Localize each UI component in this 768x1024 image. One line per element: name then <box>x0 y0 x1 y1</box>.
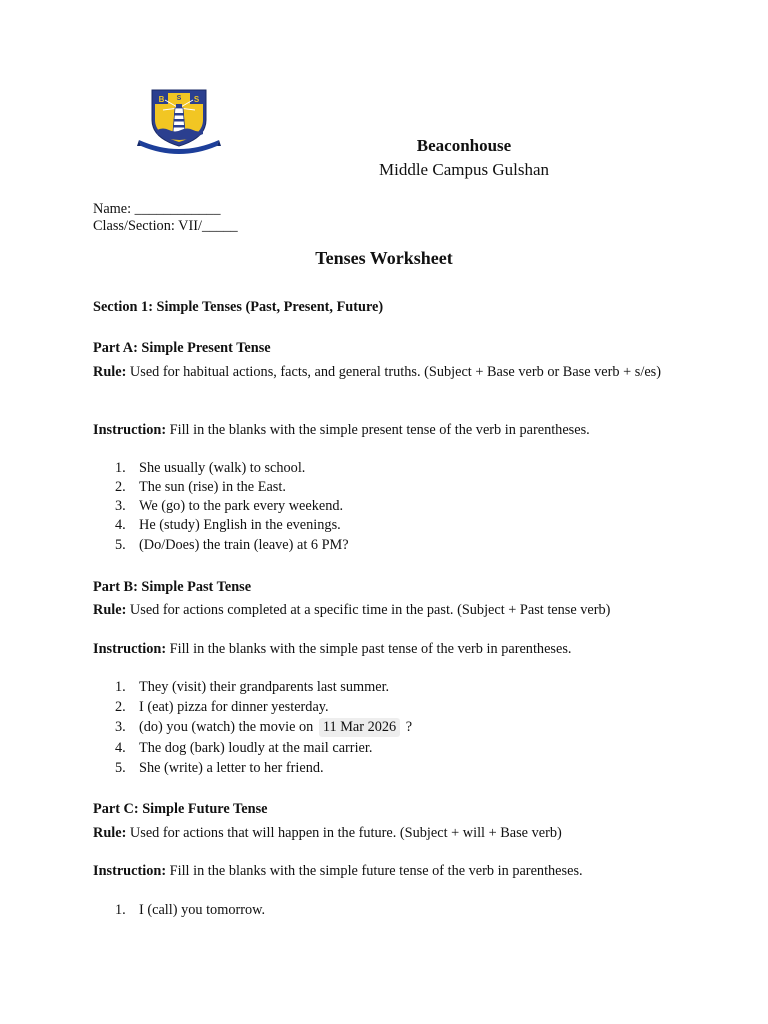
svg-text:S: S <box>176 95 182 102</box>
instruction-label: Instruction: <box>93 863 167 879</box>
list-item: 3. We (go) to the park every weekend. <box>115 498 344 514</box>
rule-label: Rule: <box>93 825 127 841</box>
rule-text: Used for actions completed at a specific time in the past. (Subject + Past tense verb) <box>126 602 611 618</box>
list-item: 4. He (study) English in the evenings. <box>115 517 341 533</box>
part-b-heading: Part B: Simple Past Tense <box>93 579 252 595</box>
instruction-label: Instruction: <box>93 422 167 438</box>
rule-text: Used for actions that will happen in the future. (Subject + will + Base verb) <box>126 825 562 841</box>
campus-name: Middle Campus Gulshan <box>379 160 549 179</box>
list-item: 1. They (visit) their grandparents last summer. <box>115 679 390 695</box>
rule-text: Used for habitual actions, facts, and general truths. (Subject + Base verb or Base verb + s/es) <box>126 364 661 380</box>
list-item: 2. I (eat) pizza for dinner yesterday. <box>115 699 329 715</box>
list-item: 1. She usually (walk) to school. <box>115 460 306 476</box>
instruction-text: Fill in the blanks with the simple future tense of the verb in parentheses. <box>166 863 583 879</box>
instruction-text: Fill in the blanks with the simple past tense of the verb in parentheses. <box>166 641 572 657</box>
section-1-heading: Section 1: Simple Tenses (Past, Present, Future) <box>93 299 384 315</box>
class-section-field: Class/Section: VII/_____ <box>93 218 238 234</box>
svg-text:S: S <box>193 95 200 104</box>
part-c-rule <box>93 824 668 843</box>
part-a-instruction <box>93 421 668 440</box>
part-c-heading: Part C: Simple Future Tense <box>93 801 268 817</box>
part-b-rule <box>93 601 668 620</box>
list-item: 3. (do) you (watch) the movie on 11 Mar 2026 ? <box>115 719 413 735</box>
part-a-rule <box>93 363 668 382</box>
worksheet-title: Tenses Worksheet <box>315 248 453 268</box>
date-chip[interactable]: 11 Mar 2026 <box>319 718 400 737</box>
list-item: 2. The sun (rise) in the East. <box>115 479 286 495</box>
instruction-label: Instruction: <box>93 641 167 657</box>
part-a-heading: Part A: Simple Present Tense <box>93 340 271 356</box>
list-item: 4. The dog (bark) loudly at the mail carrier. <box>115 740 373 756</box>
name-field: Name: ____________ <box>93 201 221 217</box>
list-item: 5. She (write) a letter to her friend. <box>115 760 324 776</box>
rule-label: Rule: <box>93 602 127 618</box>
list-item: 1. I (call) you tomorrow. <box>115 902 266 918</box>
part-b-instruction <box>93 640 668 659</box>
list-item: 5. (Do/Does) the train (leave) at 6 PM? <box>115 537 349 553</box>
school-name: Beaconhouse <box>416 136 512 155</box>
part-c-instruction <box>93 862 668 881</box>
instruction-text: Fill in the blanks with the simple present tense of the verb in parentheses. <box>166 422 590 438</box>
svg-text:B: B <box>158 95 165 104</box>
rule-label: Rule: <box>93 364 127 380</box>
